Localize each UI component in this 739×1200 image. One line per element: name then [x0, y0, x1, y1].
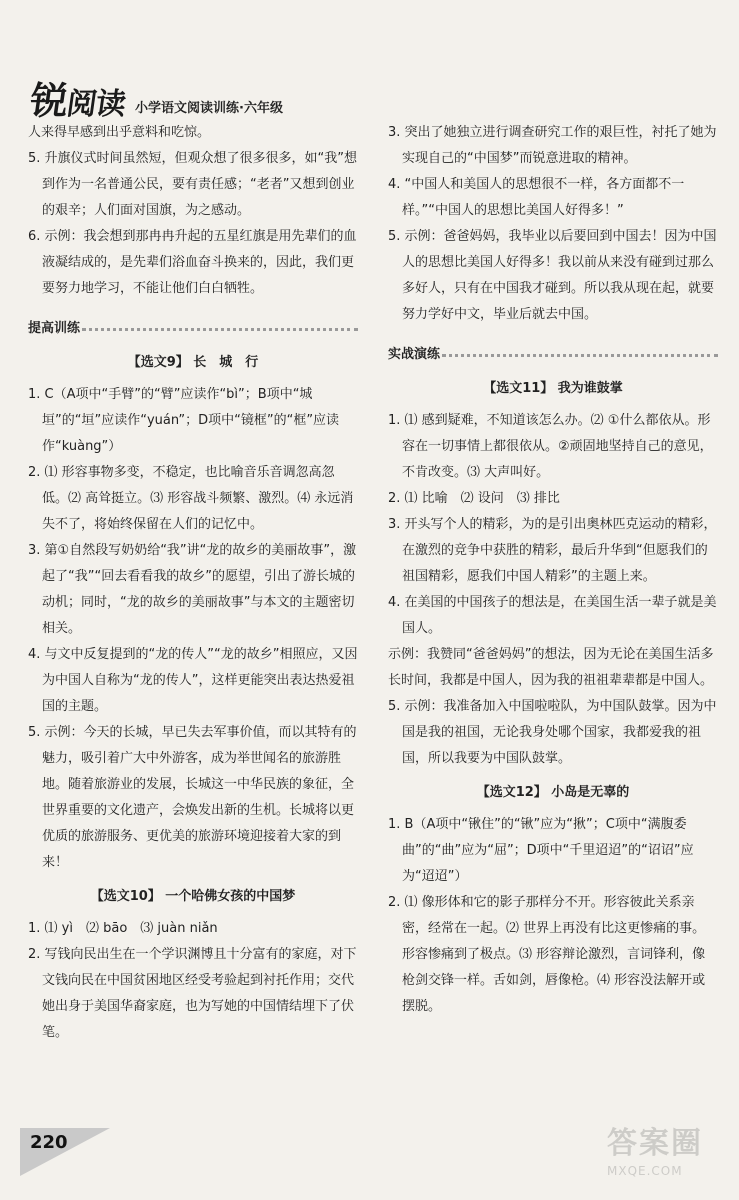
answer-item: 3. 第①自然段写奶奶给“我”讲“龙的故乡的美丽故事”，激起了“我”“回去看看我的故乡”的愿望，引出了游长城的动机；同时，“龙的故乡的美丽故事”与本文的主题密切相关。 — [28, 543, 357, 636]
answer-item: 6. 示例：我会想到那冉冉升起的五星红旗是用先辈们的血液凝结成的，是先辈们浴血奋斗换来的，因此，我们更要努力地学习，不能让他们白白牺牲。 — [28, 229, 357, 296]
selection-10-title: 【选文10】 一个哈佛女孩的中国梦 — [90, 889, 296, 904]
answer-item: 1. C（A项中“手臂”的“臂”应读作“bì”；B项中“城垣”的“垣”应读作“yuán”；D项中“镜框”的“框”应读作“kuàng”） — [28, 387, 340, 454]
answer-item: 5. 升旗仪式时间虽然短，但观众想了很多很多，如“我”想到作为一名普通公民，要有责任感；“老者”又想到创业的艰辛；人们面对国旗，为之感动。 — [28, 151, 358, 218]
watermark-logo — [607, 1118, 727, 1190]
section-header-practice — [388, 342, 718, 368]
answer-item: 4. “中国人和美国人的思想很不一样，各方面都不一样。”“中国人的思想比美国人好得多！” — [388, 177, 685, 218]
answer-item: 5. 示例：今天的长城，早已失去军事价值，而以其特有的魅力，吸引着广大中外游客，成为举世闻名的旅游胜地。随着旅游业的发展，长城这一中华民族的象征，全世界重要的文化遗产，会焕发出新的生机。长城将以更优质的旅游服务、更优美的旅游环境迎接着大家的到来！ — [28, 725, 357, 870]
answer-item: 2. ⑴ 比喻 ⑵ 设问 ⑶ 排比 — [388, 491, 560, 506]
answer-item: 示例：我赞同“爸爸妈妈”的想法，因为无论在美国生活多长时间，我都是中国人，因为我的祖祖辈辈都是中国人。 — [388, 647, 714, 688]
section-label: 提高训练 — [28, 321, 81, 336]
answer-item: 2. ⑴ 像形体和它的影子那样分不开。形容彼此关系亲密，经常在一起。⑵ 世界上再没有比这更惨痛的事。形容惨痛到了极点。⑶ 形容辩论激烈，言词锋利，像枪剑交锋一样。舌如剑，唇像枪。⑷ 形容没法解开或摆脱。 — [388, 895, 706, 1014]
right-top-answers — [388, 120, 718, 328]
watermark-url: MXQE.COM — [607, 1164, 683, 1178]
selection-11-answers — [388, 408, 718, 772]
answer-item: 1. ⑴ 感到疑难，不知道该怎么办。⑵ ①什么都依从。形容在一切事情上都很依从。②顽固地坚持自己的意见，不肯改变。⑶ 大声叫好。 — [388, 413, 713, 480]
right-column — [388, 120, 718, 1020]
selection-9-answers — [28, 382, 358, 876]
dotted-divider — [82, 328, 358, 331]
answer-item: 3. 开头写个人的精彩，为的是引出奥林匹克运动的精彩，在激烈的竞争中获胜的精彩，最后升华到“但愿我们的祖国精彩，愿我们中国人精彩”的主题上来。 — [388, 517, 717, 584]
page-number: 220 — [30, 1132, 68, 1153]
section-header-advanced — [28, 316, 358, 342]
answer-item: 4. 与文中反复提到的“龙的传人”“龙的故乡”相照应，又因为中国人自称为“龙的传人”，这样更能突出表达热爱祖国的主题。 — [28, 647, 358, 714]
watermark-text: 答案圈 — [607, 1126, 703, 1161]
selection-9-title: 【选文9】 长 城 行 — [127, 355, 259, 370]
section-label: 实战演练 — [388, 347, 441, 362]
selection-12-title: 【选文12】 小岛是无辜的 — [476, 785, 630, 800]
book-logo: 锐阅读 — [27, 78, 128, 123]
answer-item: 2. 写钱向民出生在一个学识渊博且十分富有的家庭，对下文钱向民在中国贫困地区经受考验起到衬托作用；交代她出身于美国华裔家庭，也为写她的中国情结埋下了伏笔。 — [28, 947, 357, 1040]
answer-item: 4. 在美国的中国孩子的想法是，在美国生活一辈子就是美国人。 — [388, 595, 717, 636]
answer-item: 3. 突出了她独立进行调查研究工作的艰巨性，衬托了她为实现自己的“中国梦”而锐意进取的精神。 — [388, 125, 717, 166]
dotted-divider — [442, 354, 718, 357]
selection-11-title: 【选文11】 我为谁鼓掌 — [483, 381, 623, 396]
left-column — [28, 120, 358, 1046]
answer-item: 1. B（A项中“锹住”的“锹”应为“揪”；C项中“满腹委曲”的“曲”应为“屈”；D项中“千里迢迢”的“诏诏”应为“迢迢”） — [388, 817, 694, 884]
left-top-answers — [28, 120, 358, 302]
selection-10-answers — [28, 916, 358, 1046]
book-series-title: 小学语文阅读训练·六年级 — [135, 101, 283, 116]
answer-item: 人来得早感到出乎意料和吃惊。 — [28, 125, 211, 140]
page-header — [27, 78, 283, 123]
selection-12-answers — [388, 812, 718, 1020]
answer-item: 5. 示例：爸爸妈妈，我毕业以后要回到中国去！因为中国人的思想比美国人好得多！我以前从来没有碰到过那么多好人，只有在中国我才碰到。所以我从现在起，就要努力学好中文，毕业后就去中国。 — [388, 229, 717, 322]
answer-item: 2. ⑴ 形容事物多变，不稳定，也比喻音乐音调忽高忽低。⑵ 高耸挺立。⑶ 形容战斗频繁、激烈。⑷ 永远消失不了，将始终保留在人们的记忆中。 — [28, 465, 354, 532]
answer-item: 5. 示例：我准备加入中国啦啦队，为中国队鼓掌。因为中国是我的祖国，无论我身处哪个国家，我都爱我的祖国，所以我要为中国队鼓掌。 — [388, 699, 717, 766]
answer-item: 1. ⑴ yì ⑵ bāo ⑶ juàn niǎn — [28, 921, 218, 936]
page-number-badge — [20, 1128, 110, 1176]
